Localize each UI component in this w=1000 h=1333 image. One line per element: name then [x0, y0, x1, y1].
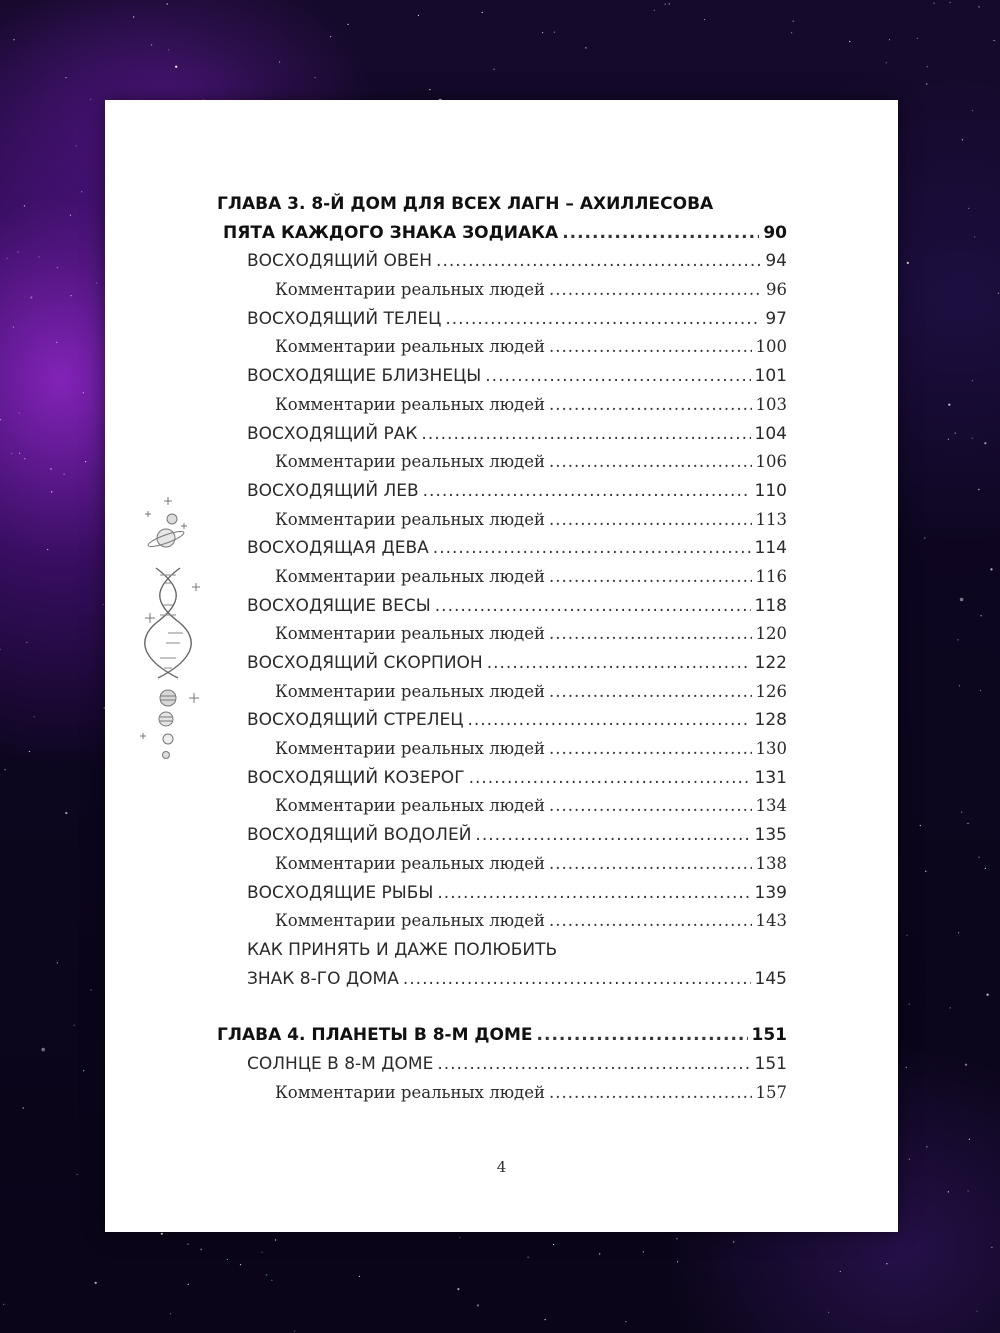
planets-dna-ornament-icon [138, 493, 208, 763]
chapter4-page: 151 [751, 1025, 787, 1046]
leader-dots [549, 907, 752, 936]
leader-dots [549, 276, 762, 305]
chapter3-title-text-cont: ПЯТА КАЖДОГО ЗНАКА ЗОДИАКА [223, 222, 559, 243]
leader-dots [437, 879, 750, 908]
toc-entry-label: Комментарии реальных людей [275, 280, 545, 300]
chapter4-title[interactable] [217, 1021, 787, 1050]
leader-dots [549, 506, 752, 535]
toc-entry-label: ВОСХОДЯЩИЙ РАК [247, 423, 418, 444]
toc-entry-label: Комментарии реальных людей [275, 509, 545, 529]
toc-subentry-comments[interactable] [217, 448, 787, 477]
toc-entry-page: 103 [755, 394, 787, 414]
chapter4-title-text: ГЛАВА 4. ПЛАНЕТЫ В 8-М ДОМЕ [217, 1025, 533, 1046]
leader-dots [467, 706, 750, 735]
toc-entry[interactable] [217, 821, 787, 850]
leader-dots [487, 649, 751, 678]
toc-entry-page: 113 [755, 509, 787, 529]
toc-entry-page: 130 [755, 739, 787, 759]
leader-dots [437, 1050, 750, 1079]
toc-entry[interactable] [217, 879, 787, 908]
toc-entry-label: Комментарии реальных людей [275, 624, 545, 644]
toc-entry-label: ВОСХОДЯЩИЕ БЛИЗНЕЦЫ [247, 366, 482, 387]
table-of-contents [217, 190, 787, 1107]
toc-entry-page: 96 [766, 280, 787, 300]
toc-entry-label: ВОСХОДЯЩИЙ КОЗЕРОГ [247, 767, 465, 788]
chapter3-title-line1[interactable] [217, 190, 787, 219]
toc-subentry-comments[interactable] [217, 678, 787, 707]
toc-subentry-comments[interactable] [217, 792, 787, 821]
toc-subentry-comments[interactable] [217, 850, 787, 879]
toc-entry[interactable] [217, 706, 787, 735]
toc-entry-page: 110 [754, 480, 787, 501]
toc-entry-label: ВОСХОДЯЩИЙ ЛЕВ [247, 480, 419, 501]
leader-dots [421, 420, 750, 449]
toc-subentry-comments[interactable] [217, 620, 787, 649]
leader-dots [433, 534, 751, 563]
toc-entry-label: Комментарии реальных людей [275, 853, 545, 873]
leader-dots [549, 735, 752, 764]
toc-entry-page: 120 [755, 624, 787, 644]
leader-dots [549, 448, 752, 477]
toc-entry-page: 114 [754, 538, 787, 559]
toc-entry[interactable] [217, 1050, 787, 1079]
toc-entry-label: ВОСХОДЯЩИЕ РЫБЫ [247, 882, 434, 903]
leader-dots [485, 362, 750, 391]
toc-entry-page: 100 [755, 337, 787, 357]
toc-entry-label: Комментарии реальных людей [275, 796, 545, 816]
toc-subentry-comments[interactable] [217, 333, 787, 362]
toc-subentry-comments[interactable] [217, 391, 787, 420]
toc-entry-page: 126 [755, 681, 787, 701]
toc-entry-label: СОЛНЦЕ В 8-М ДОМЕ [247, 1053, 434, 1074]
toc-entry-label: Комментарии реальных людей [275, 394, 545, 414]
toc-entry[interactable] [217, 534, 787, 563]
toc-subentry-comments[interactable] [217, 1079, 787, 1108]
toc-entry-label: Комментарии реальных людей [275, 739, 545, 759]
leader-dots [549, 620, 752, 649]
toc-entry-page: 122 [754, 653, 787, 673]
toc-entry-page: 106 [755, 452, 787, 472]
toc-entry-page: 135 [754, 825, 787, 846]
leader-dots [549, 678, 752, 707]
chapter3-page: 90 [763, 222, 787, 243]
toc-entry-page: 94 [765, 251, 787, 272]
toc-entry-label: Комментарии реальных людей [275, 452, 545, 472]
book-page [105, 100, 898, 1232]
toc-entry-page: 116 [755, 566, 787, 586]
toc-entry-label: Комментарии реальных людей [275, 566, 545, 586]
toc-entry-label: Комментарии реальных людей [275, 681, 545, 701]
chapter3-title-line2[interactable] [217, 219, 787, 248]
toc-subentry-comments[interactable] [217, 506, 787, 535]
toc-entry-label: Комментарии реальных людей [275, 911, 545, 931]
leader-dots [549, 333, 752, 362]
toc-entry-final-line2[interactable] [217, 965, 787, 994]
toc-entry-label: ВОСХОДЯЩАЯ ДЕВА [247, 538, 429, 559]
leader-dots [549, 792, 752, 821]
leader-dots [445, 305, 761, 334]
toc-entry-page: 138 [755, 853, 787, 873]
toc-entry-page: 157 [755, 1082, 787, 1102]
toc-entry-page: 143 [755, 911, 787, 931]
toc-entry[interactable] [217, 362, 787, 391]
toc-entry-page: 104 [754, 423, 787, 444]
toc-entry-page: 101 [754, 366, 787, 387]
toc-entry-label: ВОСХОДЯЩИЕ ВЕСЫ [247, 595, 431, 616]
toc-entry-label: ВОСХОДЯЩИЙ СТРЕЛЕЦ [247, 710, 464, 731]
toc-entry-page: 128 [754, 710, 787, 731]
toc-entry[interactable] [217, 764, 787, 793]
toc-entry-label: ВОСХОДЯЩИЙ ВОДОЛЕЙ [247, 825, 472, 846]
toc-entry-page: 97 [765, 308, 787, 329]
toc-entry-page: 118 [754, 595, 787, 616]
toc-entry-page: 134 [755, 796, 787, 816]
leader-dots [537, 1021, 748, 1050]
leader-dots [562, 219, 759, 248]
leader-dots [549, 391, 752, 420]
leader-dots [549, 850, 752, 879]
toc-entry-page: 139 [754, 882, 787, 903]
chapter3-title-text: ГЛАВА 3. 8-Й ДОМ ДЛЯ ВСЕХ ЛАГН – АХИЛЛЕСОВА [217, 194, 714, 214]
toc-entry-page: 145 [754, 968, 787, 989]
toc-entry-page: 131 [754, 767, 787, 788]
toc-entry-label: ВОСХОДЯЩИЙ ОВЕН [247, 251, 433, 272]
leader-dots [423, 477, 751, 506]
toc-entry[interactable] [217, 305, 787, 334]
leader-dots [469, 764, 751, 793]
toc-subentry-comments[interactable] [217, 735, 787, 764]
toc-entry-label: КАК ПРИНЯТЬ И ДАЖЕ ПОЛЮБИТЬ [247, 939, 558, 960]
toc-subentry-comments[interactable] [217, 907, 787, 936]
leader-dots [435, 592, 751, 621]
leader-dots [436, 247, 761, 276]
leader-dots [549, 563, 752, 592]
toc-subentry-comments[interactable] [217, 563, 787, 592]
toc-entry-label: ВОСХОДЯЩИЙ СКОРПИОН [247, 653, 483, 673]
toc-entry-label: ЗНАК 8-ГО ДОМА [247, 968, 399, 989]
toc-entry-page: 151 [754, 1053, 787, 1074]
leader-dots [403, 965, 751, 994]
toc-entry-label: ВОСХОДЯЩИЙ ТЕЛЕЦ [247, 308, 442, 329]
toc-entry[interactable] [217, 649, 787, 678]
leader-dots [475, 821, 750, 850]
leader-dots [549, 1079, 752, 1108]
section-gap [217, 993, 787, 1021]
toc-entry[interactable] [217, 592, 787, 621]
toc-subentry-comments[interactable] [217, 276, 787, 305]
toc-entry-final-line1[interactable] [217, 936, 787, 965]
toc-entry[interactable] [217, 247, 787, 276]
toc-entry[interactable] [217, 420, 787, 449]
page-number: 4 [496, 1158, 507, 1176]
toc-entry-label: Комментарии реальных людей [275, 1082, 545, 1102]
toc-entry[interactable] [217, 477, 787, 506]
toc-entry-label: Комментарии реальных людей [275, 337, 545, 357]
